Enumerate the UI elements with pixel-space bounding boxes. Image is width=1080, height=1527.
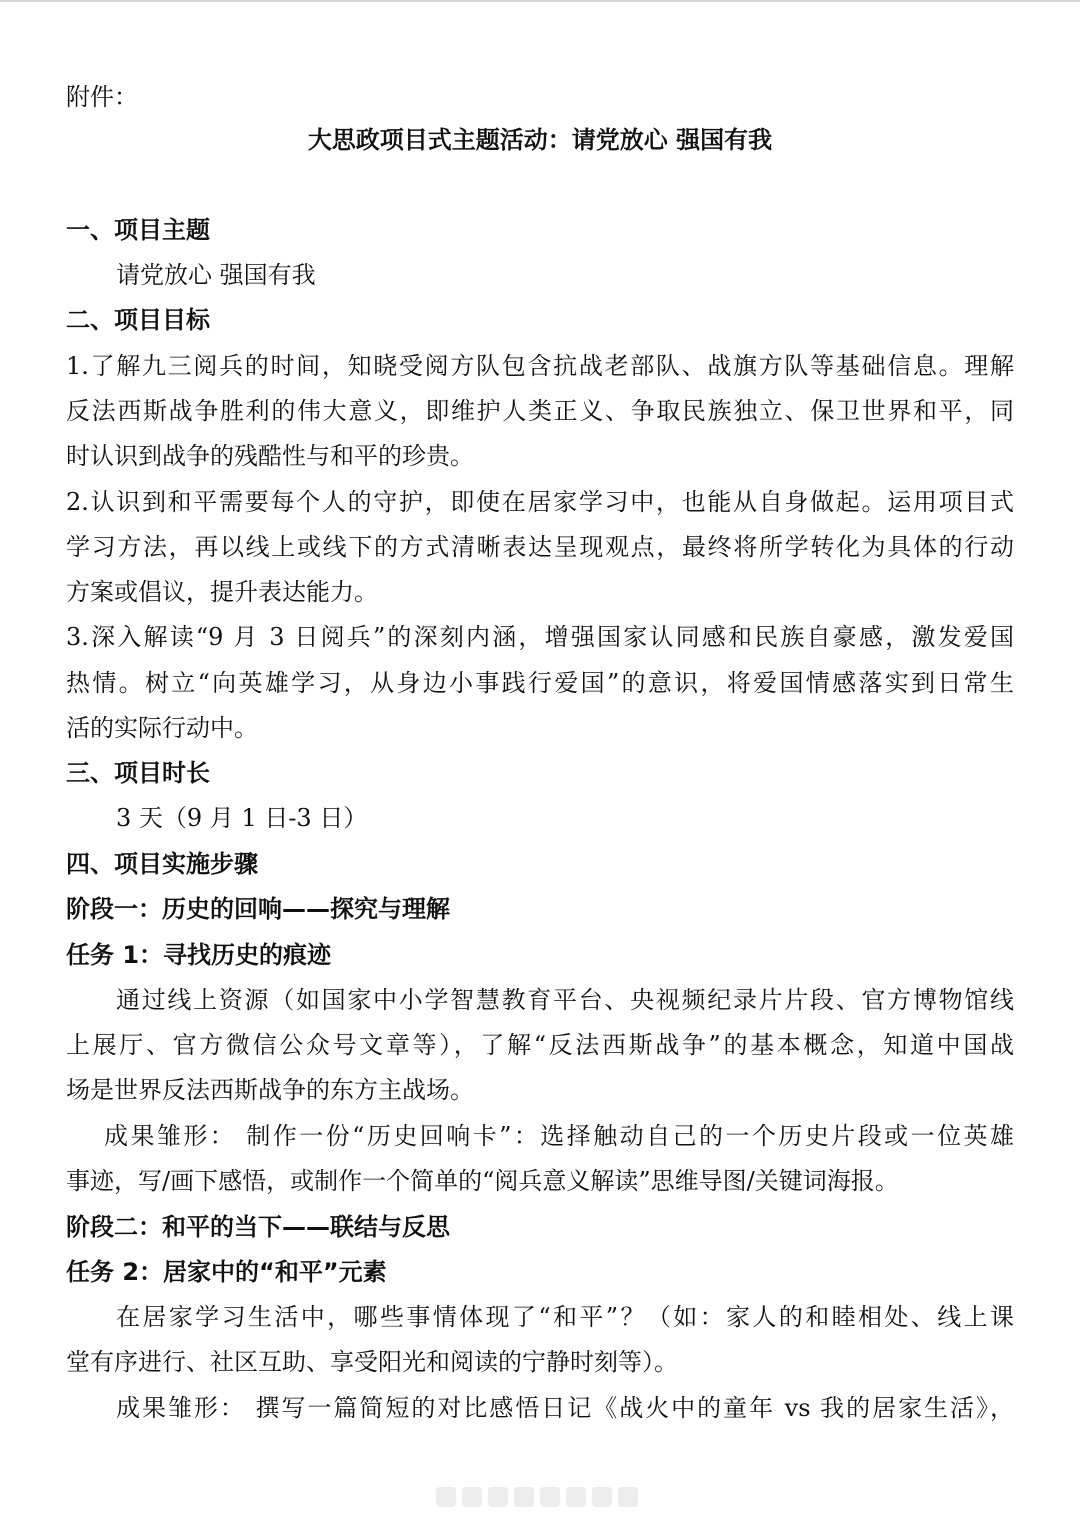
goal-2-line-1: 2.认识到和平需要每个人的守护，即使在居家学习中，也能从自身做起。运用项目式 <box>66 488 1014 516</box>
result-2-line-1: 成果雏形： 撰写一篇简短的对比感悟日记《战火中的童年 vs 我的居家生活》， <box>116 1394 1014 1422</box>
task-1-heading: 任务 1：寻找历史的痕迹 <box>66 941 332 969</box>
goal-3-line-2: 热情。树立“向英雄学习，从身边小事践行爱国”的意识，将爱国情感落实到日常生 <box>66 669 1014 697</box>
task-2-heading: 任务 2：居家中的“和平”元素 <box>66 1258 387 1286</box>
stage-2-heading: 阶段二：和平的当下——联结与反思 <box>66 1213 450 1241</box>
goal-3-line-3: 活的实际行动中。 <box>66 714 258 742</box>
task-1-text-line-2: 上展厅、官方微信公众号文章等），了解“反法西斯战争”的基本概念，知道中国战 <box>66 1031 1014 1059</box>
result-1-line-1: 成果雏形： 制作一份“历史回响卡”：选择触动自己的一个历史片段或一位英雄 <box>104 1122 1014 1150</box>
section-heading-steps: 四、项目实施步骤 <box>66 850 258 878</box>
section-heading-theme: 一、项目主题 <box>66 216 210 244</box>
theme-text: 请党放心 强国有我 <box>116 261 316 289</box>
stage-1-heading: 阶段一：历史的回响——探究与理解 <box>66 895 450 923</box>
goal-3-line-1: 3.深入解读“9 月 3 日阅兵”的深刻内涵，增强国家认同感和民族自豪感，激发爱国 <box>66 623 1014 651</box>
goal-1-line-1: 1.了解九三阅兵的时间，知晓受阅方队包含抗战老部队、战旗方队等基础信息。理解 <box>66 352 1014 380</box>
goal-2-line-2: 学习方法，再以线上或线下的方式清晰表达呈现观点，最终将所学转化为具体的行动 <box>66 533 1014 561</box>
result-1-line-2: 事迹，写/画下感悟，或制作一个简单的“阅兵意义解读”思维导图/关键词海报。 <box>66 1167 899 1195</box>
section-heading-goals: 二、项目目标 <box>66 306 210 334</box>
goal-2-line-3: 方案或倡议，提升表达能力。 <box>66 578 378 606</box>
task-1-text-line-1: 通过线上资源（如国家中小学智慧教育平台、央视频纪录片片段、官方博物馆线 <box>116 986 1014 1014</box>
goal-1-line-2: 反法西斯战争胜利的伟大意义，即维护人类正义、争取民族独立、保卫世界和平，同 <box>66 397 1014 425</box>
task-2-text-line-1: 在居家学习生活中，哪些事情体现了“和平”？（如：家人的和睦相处、线上课 <box>116 1303 1014 1331</box>
watermark-image <box>436 1484 646 1510</box>
duration-text: 3 天（9 月 1 日-3 日） <box>116 804 368 832</box>
task-1-text-line-3: 场是世界反法西斯战争的东方主战场。 <box>66 1076 474 1104</box>
goal-1-line-3: 时认识到战争的残酷性与和平的珍贵。 <box>66 442 474 470</box>
document-title: 大思政项目式主题活动：请党放心 强国有我 <box>307 126 773 154</box>
task-2-text-line-2: 堂有序进行、社区互助、享受阳光和阅读的宁静时刻等）。 <box>66 1348 678 1376</box>
attachment-label: 附件： <box>66 83 138 111</box>
section-heading-duration: 三、项目时长 <box>66 759 210 787</box>
